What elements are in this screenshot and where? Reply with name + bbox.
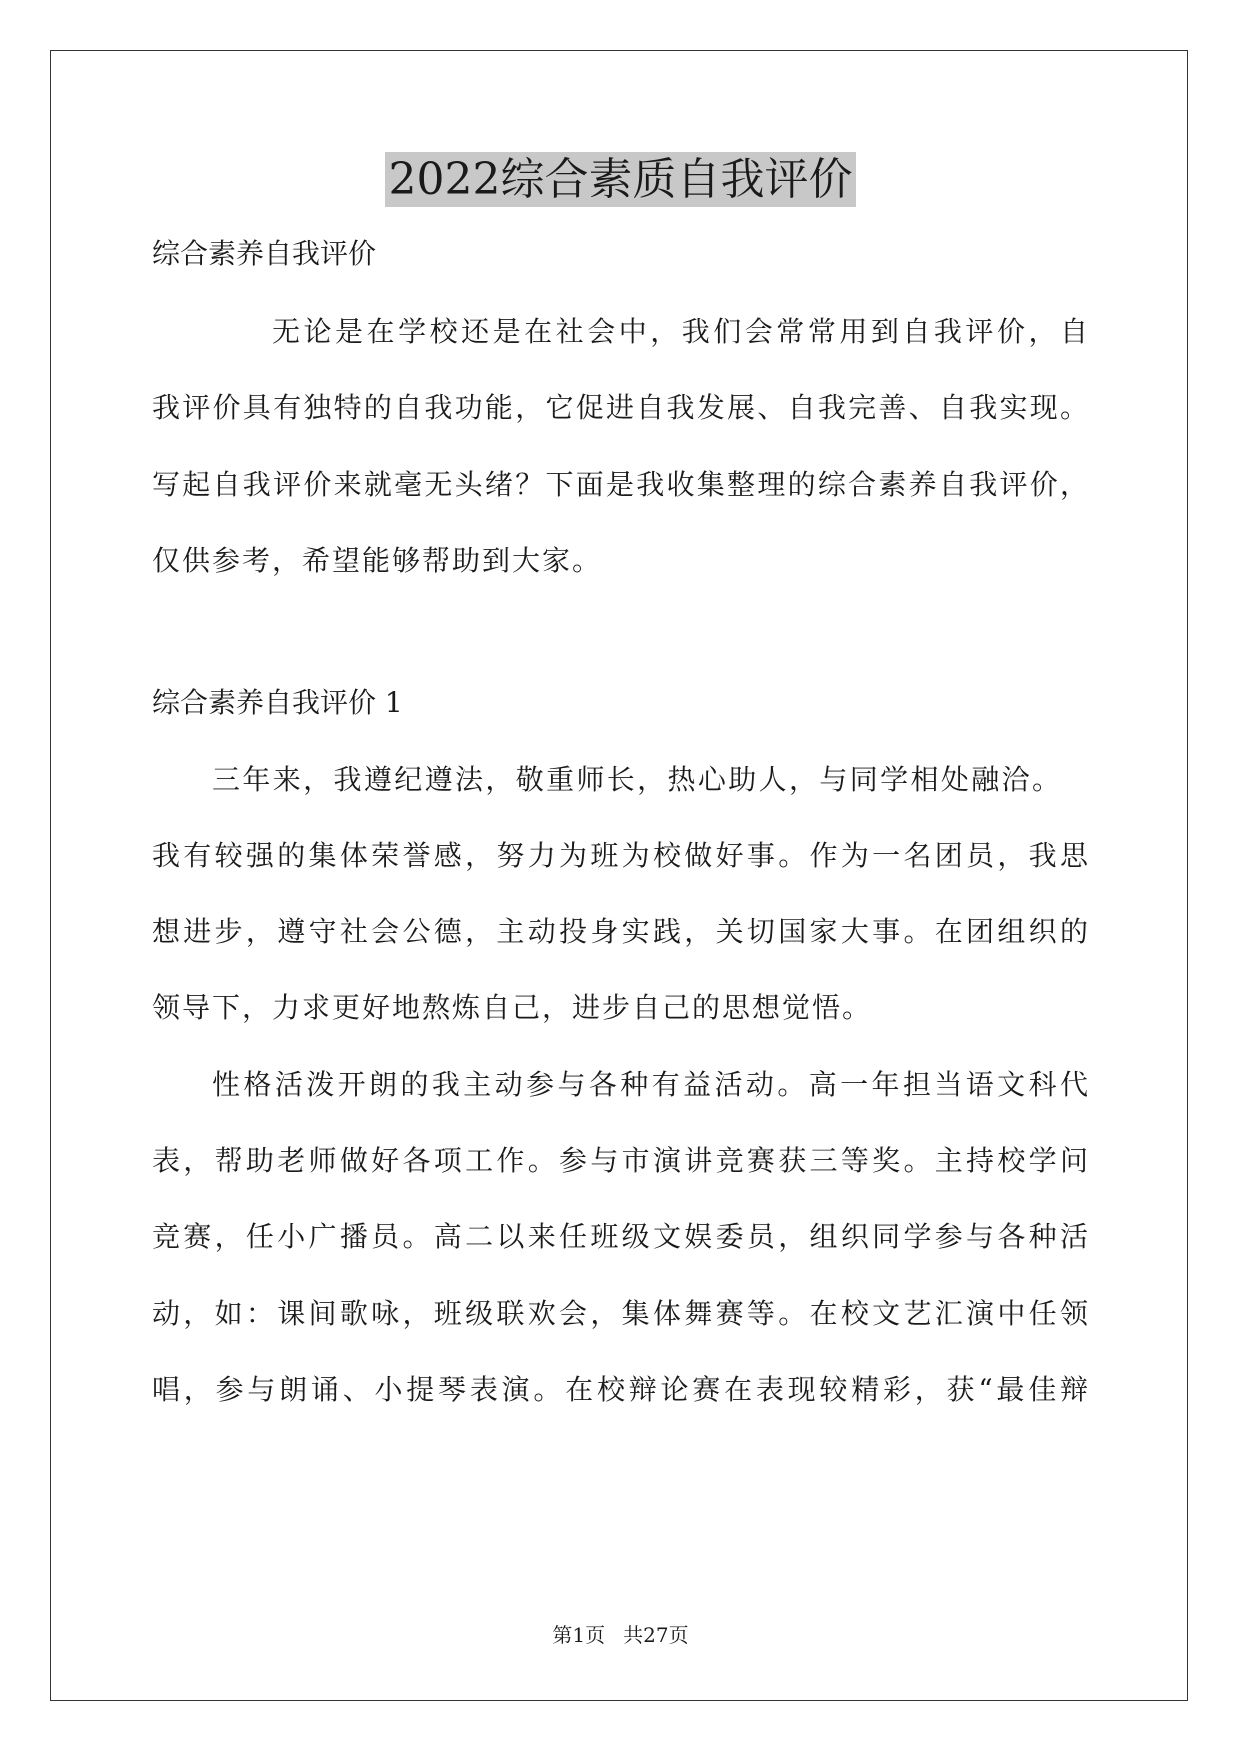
paragraph-line: 想进步，遵守社会公德，主动投身实践，关切国家大事。在团组织的 [152, 915, 1090, 948]
page-footer [0, 1622, 1241, 1648]
paragraph-line: 我评价具有独特的自我功能，它促进自我发展、自我完善、自我实现。 [152, 391, 1090, 424]
paragraph-line: 写起自我评价来就毫无头绪？下面是我收集整理的综合素养自我评价， [152, 468, 1090, 501]
paragraph-line: 动，如：课间歌咏，班级联欢会，集体舞赛等。在校文艺汇演中任领 [152, 1297, 1090, 1330]
section-heading-1: 综合素养自我评价 1 [152, 686, 403, 719]
paragraph-line: 表，帮助老师做好各项工作。参与市演讲竞赛获三等奖。主持校学问 [152, 1144, 1090, 1177]
page-number: 第1页 [552, 1623, 606, 1647]
paragraph-line: 性格活泼开朗的我主动参与各种有益活动。高一年担当语文科代 [212, 1068, 1090, 1101]
page-border [50, 50, 1188, 1701]
paragraph-line: 领导下，力求更好地熬炼自己，进步自己的思想觉悟。 [152, 991, 873, 1024]
paragraph-line: 唱，参与朗诵、小提琴表演。在校辩论赛在表现较精彩，获“最佳辩 [152, 1373, 1090, 1406]
paragraph-line: 三年来，我遵纪遵法，敬重师长，热心助人，与同学相处融洽。 [212, 763, 1062, 796]
page-total: 共27页 [623, 1623, 689, 1647]
paragraph-line: 无论是在学校还是在社会中，我们会常常用到自我评价，自 [272, 315, 1090, 348]
intro-heading: 综合素养自我评价 [152, 237, 377, 270]
paragraph-line: 竞赛，任小广播员。高二以来任班级文娱委员，组织同学参与各种活 [152, 1220, 1090, 1253]
paragraph-line: 我有较强的集体荣誉感，努力为班为校做好事。作为一名团员，我思 [152, 839, 1090, 872]
paragraph-line: 仅供参考，希望能够帮助到大家。 [152, 544, 603, 577]
document-title-text: 2022综合素质自我评价 [385, 152, 857, 207]
document-title [0, 152, 1241, 208]
